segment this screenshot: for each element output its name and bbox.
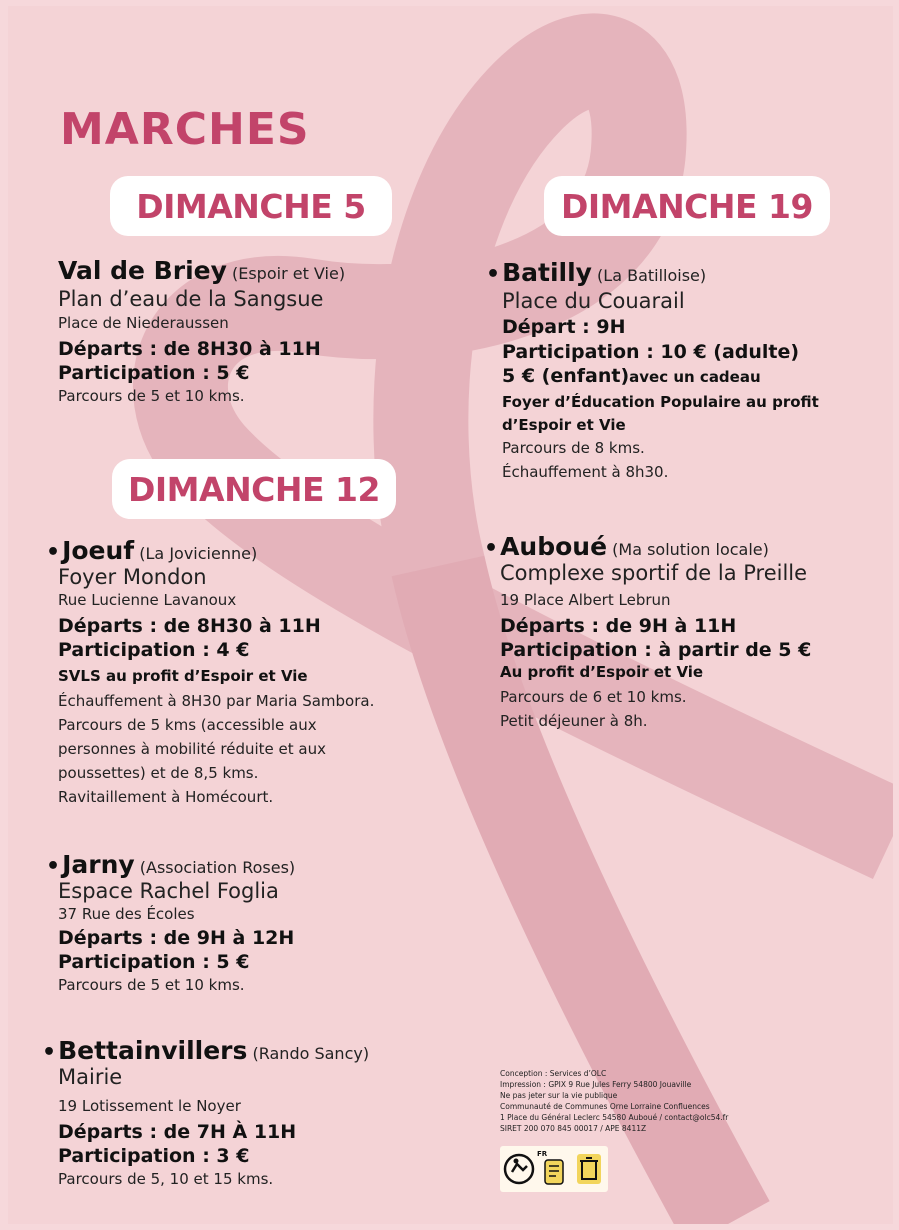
entry-org: (La Jovicienne) xyxy=(139,544,258,563)
credits-block xyxy=(500,1068,728,1134)
recycling-logos xyxy=(500,1146,608,1192)
entry-participation: Participation : 5 € xyxy=(58,362,250,384)
entry-place: Plan d’eau de la Sangsue xyxy=(58,287,324,311)
entry-departs: Départs : de 8H30 à 11H xyxy=(58,615,321,637)
entry-note: poussettes) et de 8,5 kms. xyxy=(58,764,259,782)
entry-name: Joeuf xyxy=(62,536,135,565)
day5-heading: DIMANCHE 5 xyxy=(110,176,392,236)
entry-participation: Participation : 4 € xyxy=(58,639,250,661)
info-tri-icon xyxy=(537,1150,571,1188)
entry-name: Auboué xyxy=(500,532,608,561)
entry-batilly xyxy=(486,258,819,484)
entry-departs: Départs : de 8H30 à 11H xyxy=(58,338,321,360)
credit-line: SIRET 200 070 845 00017 / APE 8411Z xyxy=(500,1124,647,1133)
entry-participation: Participation : 5 € xyxy=(58,951,250,973)
entry-place: Place du Couarail xyxy=(502,289,685,313)
entry-org: (Rando Sancy) xyxy=(252,1044,370,1063)
entry-note: Parcours de 5 et 10 kms. xyxy=(58,976,245,994)
bullet-icon: • xyxy=(42,1040,57,1065)
entry-name: Batilly xyxy=(502,258,592,287)
page-title: MARCHES xyxy=(60,104,310,155)
entry-note: Petit déjeuner à 8h. xyxy=(500,712,648,730)
entry-beneficiary: SVLS au profit d’Espoir et Vie xyxy=(58,667,308,685)
entry-note: Parcours de 8 kms. xyxy=(502,439,645,457)
entry-place: Complexe sportif de la Preille xyxy=(500,561,808,585)
entry-beneficiary: Foyer d’Éducation Populaire au profit xyxy=(502,393,819,411)
entry-name: Jarny xyxy=(62,850,135,879)
entry-note: Parcours de 6 et 10 kms. xyxy=(500,688,687,706)
entry-note: Échauffement à 8H30 par Maria Sambora. xyxy=(58,692,375,710)
credit-line: Impression : GPIX 9 Rue Jules Ferry 54800 Jouaville xyxy=(500,1080,692,1089)
credit-line: 1 Place du Général Leclerc 54580 Auboué / contact@olc54.fr xyxy=(500,1113,729,1122)
poster xyxy=(8,6,893,1224)
entry-departs: Départs : de 9H à 12H xyxy=(58,927,295,949)
entry-bettainvillers xyxy=(42,1036,369,1191)
entry-beneficiary-2: d’Espoir et Vie xyxy=(502,416,626,434)
entry-participation: Participation : 10 € (adulte) xyxy=(502,341,800,363)
entry-org: (Ma solution locale) xyxy=(612,540,769,559)
fr-label: FR xyxy=(537,1150,548,1158)
entry-address: Rue Lucienne Lavanoux xyxy=(58,591,237,609)
entry-note: personnes à mobilité réduite et aux xyxy=(58,740,326,758)
entry-participation: Participation : à partir de 5 € xyxy=(500,639,812,661)
credit-line: Communauté de Communes Orne Lorraine Confluences xyxy=(500,1102,710,1111)
entry-participation-extra: avec un cadeau xyxy=(629,368,761,386)
credit-line: Conception : Services d’OLC xyxy=(500,1069,607,1078)
entry-org: (Espoir et Vie) xyxy=(231,264,346,283)
entry-org: (La Batilloise) xyxy=(597,266,707,285)
entry-org: (Association Roses) xyxy=(139,858,296,877)
entry-name: Val de Briey xyxy=(58,256,227,285)
entry-note: Parcours de 5 kms (accessible aux xyxy=(58,716,317,734)
triman-icon xyxy=(503,1150,535,1188)
entry-auboue xyxy=(484,532,811,733)
bullet-icon: • xyxy=(46,854,61,879)
entry-address: 37 Rue des Écoles xyxy=(58,905,195,923)
entry-place: Foyer Mondon xyxy=(58,565,207,589)
entry-address: 19 Place Albert Lebrun xyxy=(500,591,671,609)
entry-note: Échauffement à 8h30. xyxy=(502,463,669,481)
entry-note: Parcours de 5, 10 et 15 kms. xyxy=(58,1170,274,1188)
entry-participation: Participation : 3 € xyxy=(58,1145,250,1167)
bullet-icon: • xyxy=(486,262,501,287)
entry-val-de-briey xyxy=(58,256,345,408)
entry-note: Ravitaillement à Homécourt. xyxy=(58,788,274,806)
entry-place: Mairie xyxy=(58,1065,123,1089)
entry-address: 19 Lotissement le Noyer xyxy=(58,1097,241,1115)
entry-departs: Départs : de 9H à 11H xyxy=(500,615,737,637)
entry-departs: Départ : 9H xyxy=(502,316,626,338)
entry-departs: Départs : de 7H À 11H xyxy=(58,1121,297,1143)
entry-beneficiary: Au profit d’Espoir et Vie xyxy=(500,663,704,681)
bullet-icon: • xyxy=(484,536,499,561)
bin-icon xyxy=(573,1150,605,1188)
entry-jarny xyxy=(46,850,295,997)
entry-joeuf xyxy=(46,536,374,809)
day12-heading: DIMANCHE 12 xyxy=(112,459,396,519)
entry-place: Espace Rachel Foglia xyxy=(58,879,279,903)
entry-participation-child: 5 € (enfant) xyxy=(502,365,630,387)
entry-name: Bettainvillers xyxy=(58,1036,248,1065)
day19-heading: DIMANCHE 19 xyxy=(544,176,830,236)
credit-line: Ne pas jeter sur la vie publique xyxy=(500,1091,618,1100)
entry-address: Place de Niederaussen xyxy=(58,314,229,332)
bullet-icon: • xyxy=(46,540,61,565)
entry-note: Parcours de 5 et 10 kms. xyxy=(58,387,245,405)
